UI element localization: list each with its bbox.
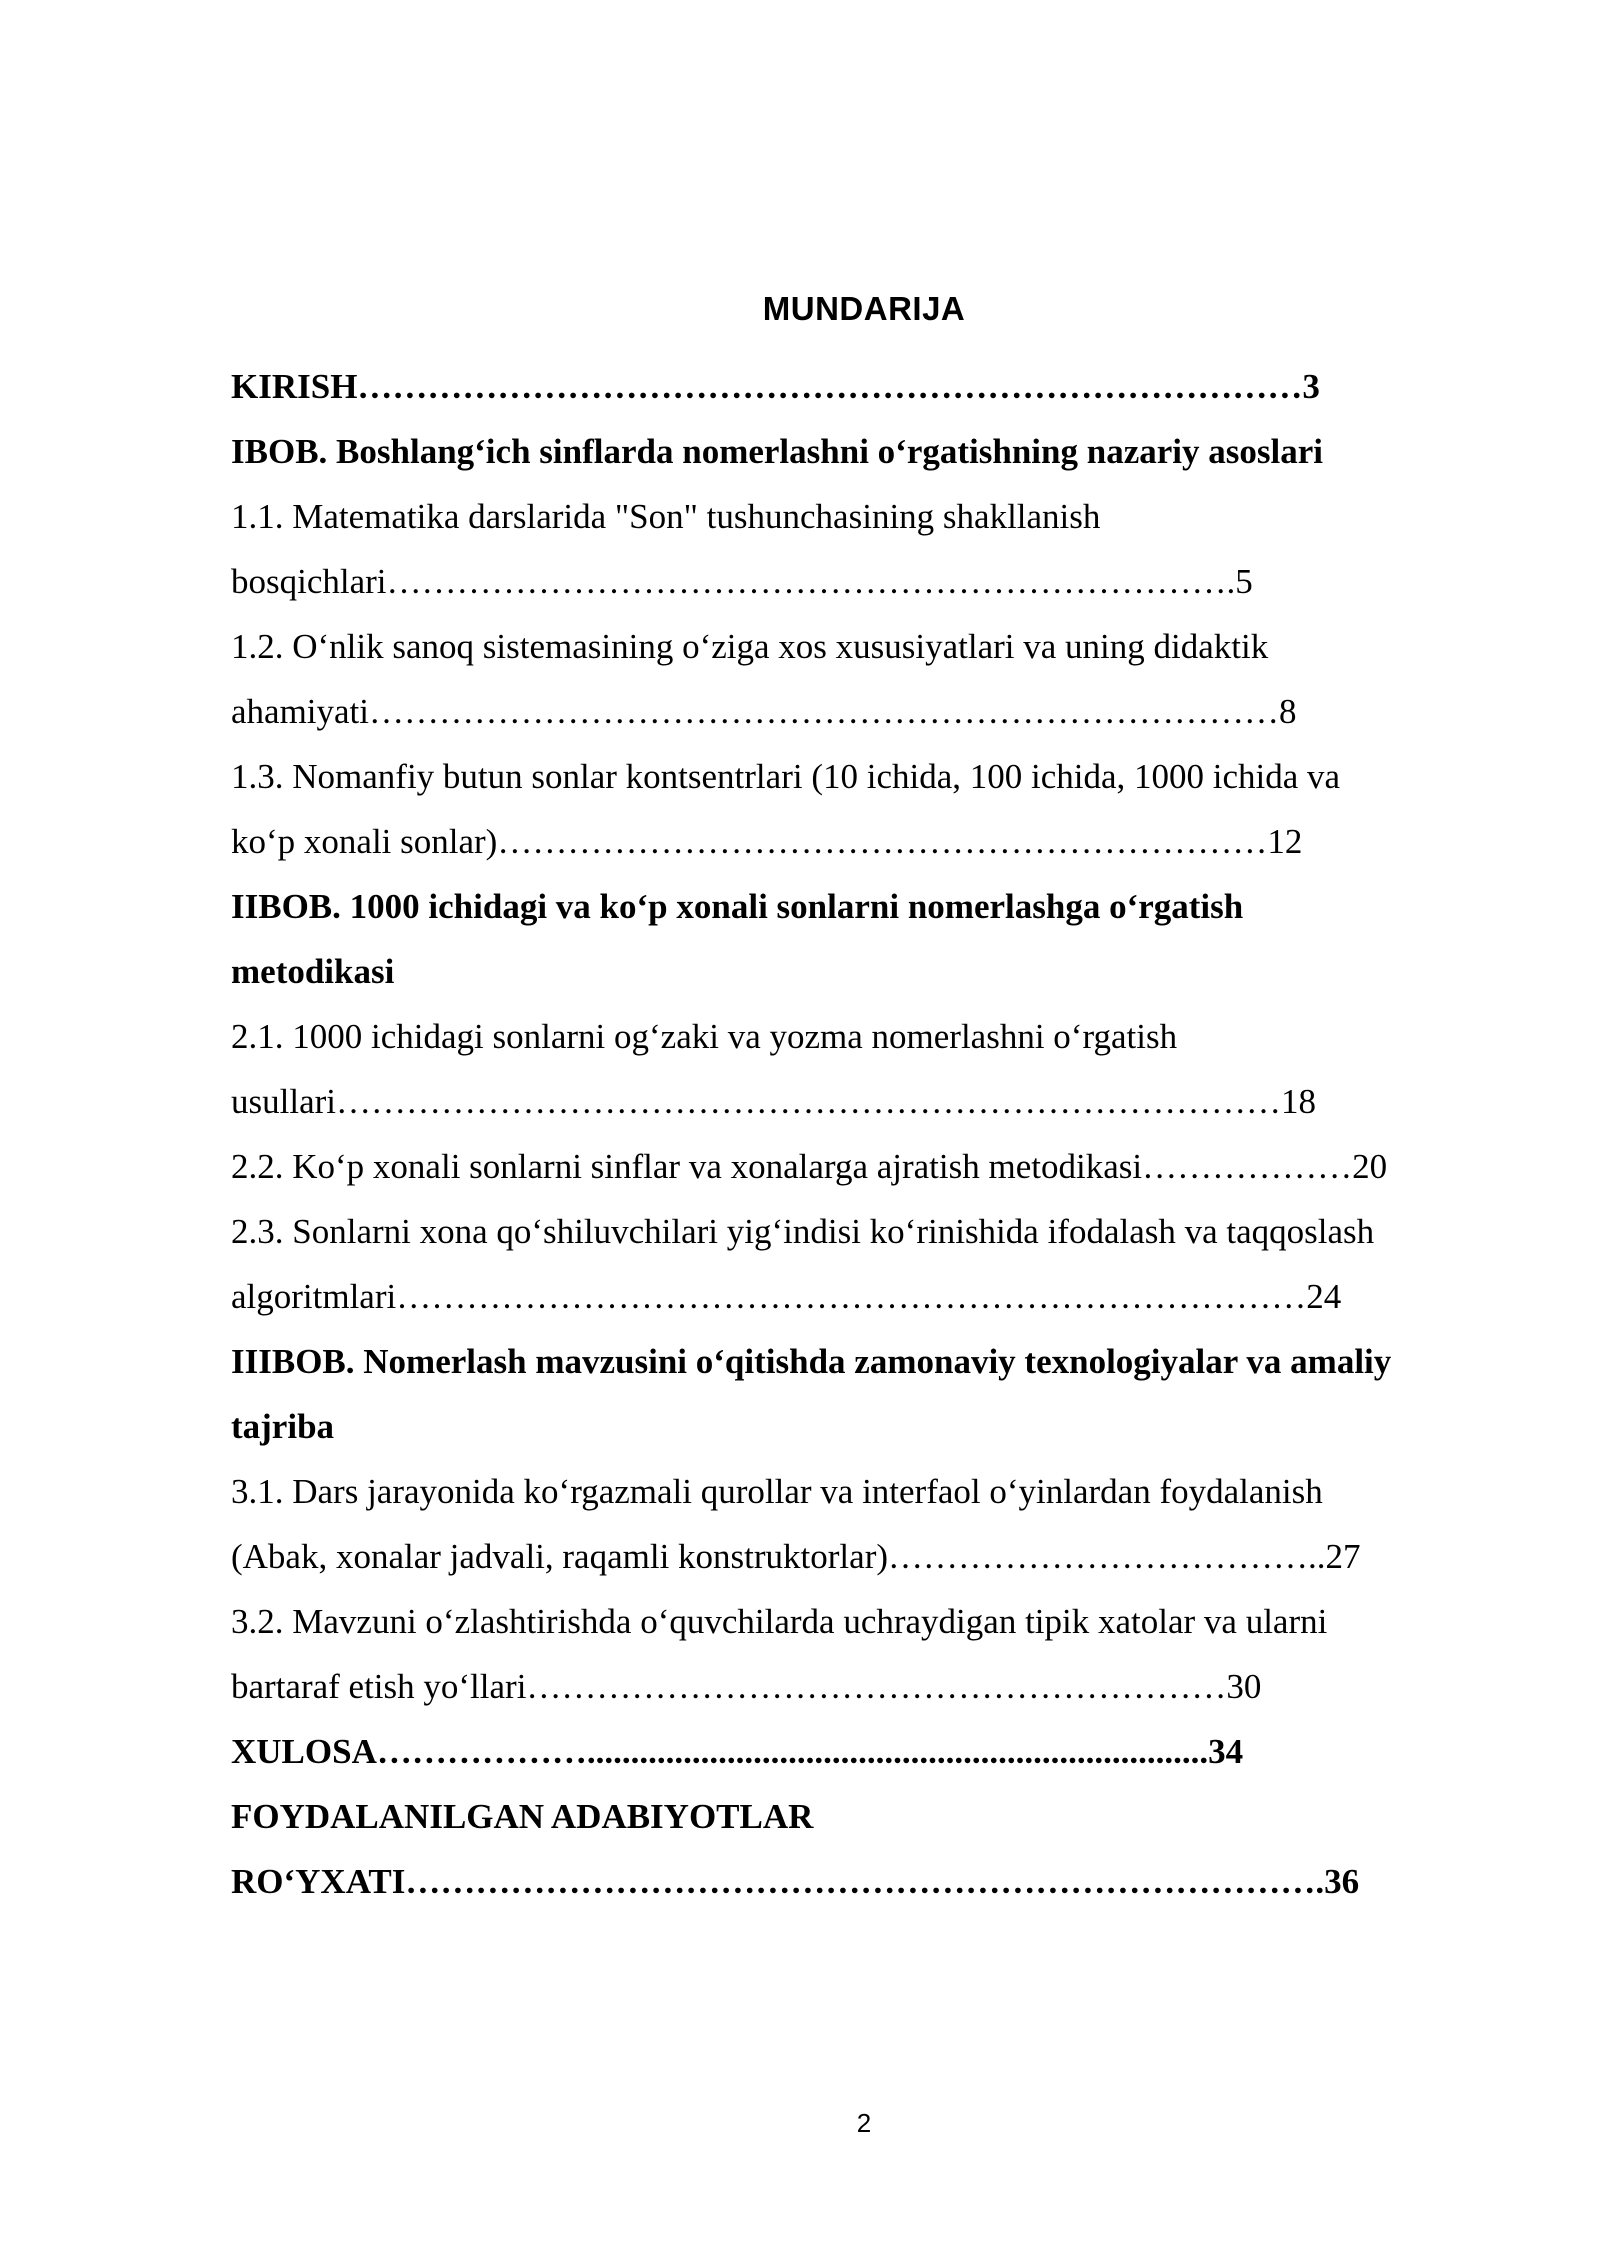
toc-line: usullari………………………………………………………………………18 — [231, 1082, 1316, 1121]
toc-line: tajriba — [231, 1407, 335, 1446]
toc-line: 2.3. Sonlarni xona qo‘shiluvchilari yig‘indisi ko‘rinishida ifodalash va taqqoslash — [231, 1212, 1375, 1251]
toc-line: algoritmlari……………………………………………………………………24 — [231, 1277, 1342, 1316]
toc-line: 3.2. Mavzuni o‘zlashtirishda o‘quvchilarda uchraydigan tipik xatolar va ularni — [231, 1602, 1328, 1641]
toc-line: 3.1. Dars jarayonida ko‘rgazmali qurollar va interfaol o‘yinlardan foydalanish — [231, 1472, 1323, 1511]
toc-line: 1.1. Matematika darslarida "Son" tushunchasining shakllanish — [231, 497, 1101, 536]
toc-line: FOYDALANILGAN ADABIYOTLAR — [231, 1797, 814, 1836]
toc-line: IIBOB. 1000 ichidagi va ko‘p xonali sonlarni nomerlashga o‘rgatish — [231, 887, 1244, 926]
toc-line: RO‘YXATI…………………………………………………………………….36 — [231, 1862, 1360, 1901]
toc-line: bosqichlari……………………………………………………………….5 — [231, 562, 1253, 601]
toc-line: ahamiyati……………………………………………………………………8 — [231, 692, 1297, 731]
toc-line: (Abak, xonalar jadvali, raqamli konstruktorlar)………………………………..27 — [231, 1537, 1361, 1576]
toc-line: 1.2. O‘nlik sanoq sistemasining o‘ziga xos xususiyatlari va uning didaktik — [231, 627, 1269, 666]
toc-line: 1.3. Nomanfiy butun sonlar kontsentrlari (10 ichida, 100 ichida, 1000 ichida va — [231, 757, 1341, 796]
page-number: 2 — [856, 2108, 872, 2138]
toc-line: ko‘p xonali sonlar)…………………………………………………………12 — [231, 822, 1303, 861]
toc-line: KIRISH………………………………………………………………………3 — [231, 367, 1320, 406]
toc-line: XULOSA……………….......................................................................34 — [231, 1732, 1244, 1771]
toc-line: 2.2. Ko‘p xonali sonlarni sinflar va xonalarga ajratish metodikasi………………20 — [231, 1147, 1388, 1186]
toc-line: 2.1. 1000 ichidagi sonlarni og‘zaki va yozma nomerlashni o‘rgatish — [231, 1017, 1178, 1056]
toc-line: bartaraf etish yo‘llari……………………………………………………30 — [231, 1667, 1262, 1706]
toc-title: MUNDARIJA — [762, 290, 966, 327]
toc-line: IIIBOB. Nomerlash mavzusini o‘qitishda zamonaviy texnologiyalar va amaliy — [231, 1342, 1392, 1381]
toc-line: metodikasi — [231, 952, 395, 991]
table-of-contents — [231, 354, 1495, 1914]
toc-line: IBOB. Boshlang‘ich sinflarda nomerlashni o‘rgatishning nazariy asoslari — [231, 432, 1323, 471]
